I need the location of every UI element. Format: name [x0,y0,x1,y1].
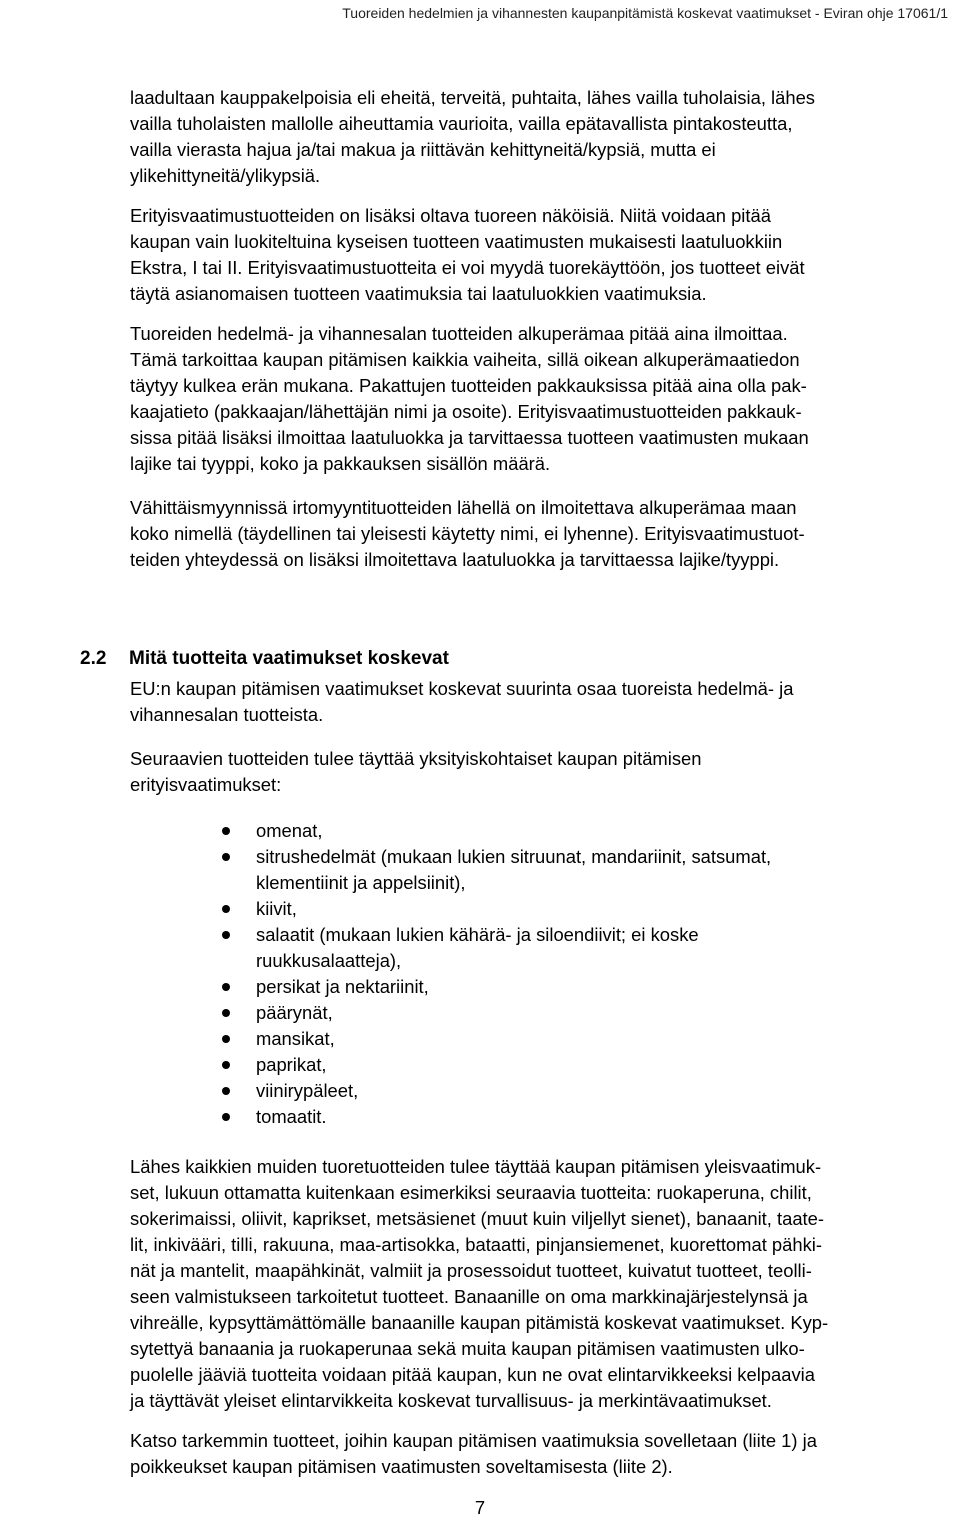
text-line: Lähes kaikkien muiden tuoretuotteiden tulee täyttää kaupan pitämisen yleisvaatimuk- [130,1156,822,1177]
bullet-icon [222,853,230,861]
text-line: poikkeukset kaupan pitämisen vaatimusten soveltamisesta (liite 2). [130,1456,673,1477]
bullet-icon [222,1009,230,1017]
product-bullet-list [130,818,950,1130]
text-line: lit, inkivääri, tilli, rakuuna, maa-artisokka, bataatti, pinjansiemenet, kuorettomat pähki- [130,1234,823,1255]
text-line: ylikehittyneitä/ylikypsiä. [130,165,321,186]
text-line: vailla tuholaisten mallolle aiheuttamia vaurioita, vailla epätavallista pintakosteutta, [130,113,793,134]
text-line: Tämä tarkoittaa kaupan pitämisen kaikkia vaiheita, sillä oikean alkuperämaatiedon [130,349,800,370]
bullet-icon [222,905,230,913]
text-line: seen valmistukseen tarkoitetut tuotteet. Banaanille on oma markkinajärjestelynsä ja [130,1286,808,1307]
bullet-icon [222,827,230,835]
text-line: ja täyttävät yleiset elintarvikkeita koskevat turvallisuus- ja merkintävaatimukset. [130,1390,772,1411]
section-title: Mitä tuotteita vaatimukset koskevat [129,648,449,669]
paragraph-see-annexes [130,1428,950,1480]
paragraph-quality-requirements [130,85,950,189]
paragraph-special-requirements [130,203,950,307]
list-item [130,1078,950,1104]
list-item [130,1026,950,1052]
text-line: Vähittäismyynnissä irtomyyntituotteiden lähellä on ilmoitettava alkuperämaa maan [130,497,797,518]
text-line: vihannesalan tuotteista. [130,704,324,725]
text-line: puolelle jääviä tuotteita voidaan pitää kaupan, kun ne ovat elintarvikkeeksi kelpaavia [130,1364,815,1385]
text-line: Tuoreiden hedelmä- ja vihannesalan tuotteiden alkuperämaa pitää aina ilmoittaa. [130,323,788,344]
paragraph-eu-scope [130,676,950,728]
list-item-text: ruukkusalaatteja), [256,950,402,971]
text-line: sissa pitää lisäksi ilmoittaa laatuluokka ja tarvittaessa tuotteen vaatimusten mukaan [130,427,809,448]
text-line: erityisvaatimukset: [130,774,282,795]
text-line: vailla vierasta hajua ja/tai makua ja riittävän kehittyneitä/kypsiä, mutta ei [130,139,716,160]
list-item [130,1052,950,1078]
text-line: Katso tarkemmin tuotteet, joihin kaupan pitämisen vaatimuksia sovelletaan (liite 1) ja [130,1430,817,1451]
bullet-icon [222,1087,230,1095]
list-item-text: kiivit, [256,898,297,919]
text-line: koko nimellä (täydellinen tai yleisesti käytetty nimi, ei lyhenne). Erityisvaatimustuot- [130,523,805,544]
bullet-icon [222,1061,230,1069]
bullet-icon [222,983,230,991]
bullet-icon [222,931,230,939]
text-line: vihreälle, kypsyttämättömälle banaanille kaupan pitämistä koskevat vaatimukset. Kyp- [130,1312,829,1333]
text-line: kaupan vain luokiteltuina kyseisen tuotteen vaatimusten mukaisesti laatuluokkiin [130,231,783,252]
list-item-text: päärynät, [256,1002,333,1023]
text-line: sytettyä banaania ja ruokaperunaa sekä muita kaupan pitämisen vaatimusten ulko- [130,1338,805,1359]
list-item-text: persikat ja nektariinit, [256,976,429,997]
text-line: set, lukuun ottamatta kuitenkaan esimerkiksi seuraavia tuotteita: ruokaperuna, chilit, [130,1182,812,1203]
paragraph-general-requirements [130,1154,950,1414]
list-item [130,818,950,844]
text-line: teiden yhteydessä on lisäksi ilmoitettava laatuluokka ja tarvittaessa lajike/tyyppi. [130,549,780,570]
page-number: 7 [474,1497,486,1518]
list-item-text: klementiinit ja appelsiinit), [256,872,466,893]
paragraph-retail-labelling [130,495,950,573]
text-line: Ekstra, I tai II. Erityisvaatimustuotteita ei voi myydä tuorekäyttöön, jos tuotteet eivät [130,257,805,278]
bullet-icon [222,1113,230,1121]
list-item [130,1000,950,1026]
list-item-text: omenat, [256,820,323,841]
paragraph-origin-labelling [130,321,950,477]
text-line: laadultaan kauppakelpoisia eli eheitä, terveitä, puhtaita, lähes vailla tuholaisia, lähes [130,87,815,108]
text-line: lajike tai tyyppi, koko ja pakkauksen sisällön määrä. [130,453,551,474]
text-line: sokerimaissi, oliivit, kaprikset, metsäsienet (muut kuin viljellyt sienet), banaanit, taate- [130,1208,825,1229]
text-line: kaajatieto (pakkaajan/lähettäjän nimi ja osoite). Erityisvaatimustuotteiden pakkauk- [130,401,802,422]
text-line: täytä asianomaisen tuotteen vaatimuksia tai laatuluokkien vaatimuksia. [130,283,707,304]
list-item-text: paprikat, [256,1054,327,1075]
section-number: 2.2 [80,648,107,669]
bullet-icon [222,1035,230,1043]
list-item [130,974,950,1000]
text-line: nät ja mantelit, maapähkinät, valmiit ja prosessoidut tuotteet, kuivatut tuotteet, teolli- [130,1260,812,1281]
list-item-text: sitrushedelmät (mukaan lukien sitruunat, mandariinit, satsumat, [256,846,772,867]
list-item [130,1104,950,1130]
list-item [130,896,950,922]
text-line: Erityisvaatimustuotteiden on lisäksi oltava tuoreen näköisiä. Niitä voidaan pitää [130,205,771,226]
running-header: Tuoreiden hedelmien ja vihannesten kaupanpitämistä koskevat vaatimukset - Eviran ohje 17061/1 [342,5,948,21]
list-item-text: mansikat, [256,1028,335,1049]
list-item [130,844,950,896]
text-line: täytyy kulkea erän mukana. Pakattujen tuotteiden pakkauksissa pitää aina olla pak- [130,375,807,396]
list-item-text: salaatit (mukaan lukien kähärä- ja siloendiivit; ei koske [256,924,699,945]
section-heading [80,646,449,672]
list-item-text: viinirypäleet, [256,1080,359,1101]
list-item [130,922,950,974]
text-line: Seuraavien tuotteiden tulee täyttää yksityiskohtaiset kaupan pitämisen [130,748,702,769]
list-item-text: tomaatit. [256,1106,327,1127]
text-line: EU:n kaupan pitämisen vaatimukset koskevat suurinta osaa tuoreista hedelmä- ja [130,678,794,699]
paragraph-list-intro [130,746,950,798]
